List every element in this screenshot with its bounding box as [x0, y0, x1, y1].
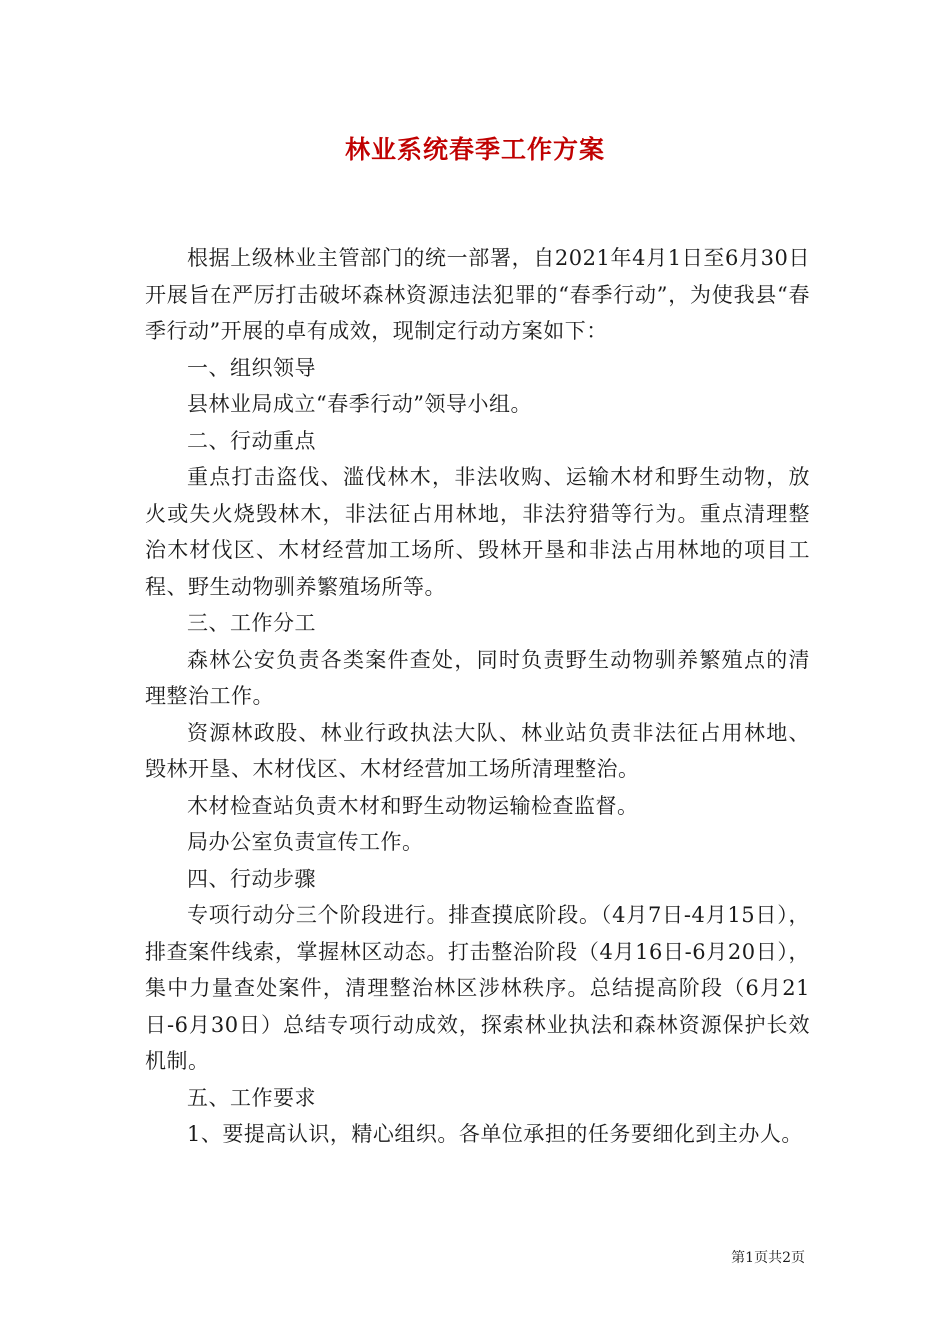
section-heading-division: 三、工作分工 [187, 611, 316, 635]
section-heading-steps: 四、行动步骤 [187, 866, 316, 891]
page-number: 第1页共2页 [731, 1250, 805, 1266]
organization-paragraph: 县林业局成立“春季行动”领导小组。 [187, 392, 532, 416]
steps-paragraph: 专项行动分三个阶段进行。排查摸底阶段。（4月7日-4月15日），排查案件线索，掌握林区动态。打击整治阶段（4月16日-6月20日），集中力量查处案件，清理整治林区涉林秩序。总结提高阶段（6月21日-6月30日）总结专项行动成效，探索林业执法和森林资源保护长效机制。 [145, 903, 810, 1073]
document-body [145, 240, 810, 1153]
division-paragraph-resources: 资源林政股、林业行政执法大队、林业站负责非法征占用林地、毁林开垦、木材伐区、木材经营加工场所清理整治。 [145, 720, 810, 781]
section-heading-organization: 一、组织领导 [187, 355, 316, 380]
division-paragraph-inspection: 木材检查站负责木材和野生动物运输检查监督。 [187, 793, 639, 818]
section-heading-requirements: 五、工作要求 [187, 1085, 316, 1110]
requirements-paragraph-1: 1、要提高认识，精心组织。各单位承担的任务要细化到主办人。 [187, 1122, 803, 1146]
intro-paragraph: 根据上级林业主管部门的统一部署，自2021年4月1日至6月30日开展旨在严厉打击破坏森林资源违法犯罪的“春季行动”，为使我县“春季行动”开展的卓有成效，现制定行动方案如下： [145, 246, 810, 343]
division-paragraph-police: 森林公安负责各类案件查处，同时负责野生动物驯养繁殖点的清理整治工作。 [145, 647, 810, 708]
document-title: 林业系统春季工作方案 [344, 135, 605, 164]
focus-paragraph: 重点打击盗伐、滥伐林木，非法收购、运输木材和野生动物，放火或失火烧毁林木，非法征占用林地，非法狩猎等行为。重点清理整治木材伐区、木材经营加工场所、毁林开垦和非法占用林地的项目工程、野生动物驯养繁殖场所等。 [145, 465, 810, 599]
section-heading-focus: 二、行动重点 [187, 428, 316, 453]
division-paragraph-office: 局办公室负责宣传工作。 [187, 830, 424, 854]
